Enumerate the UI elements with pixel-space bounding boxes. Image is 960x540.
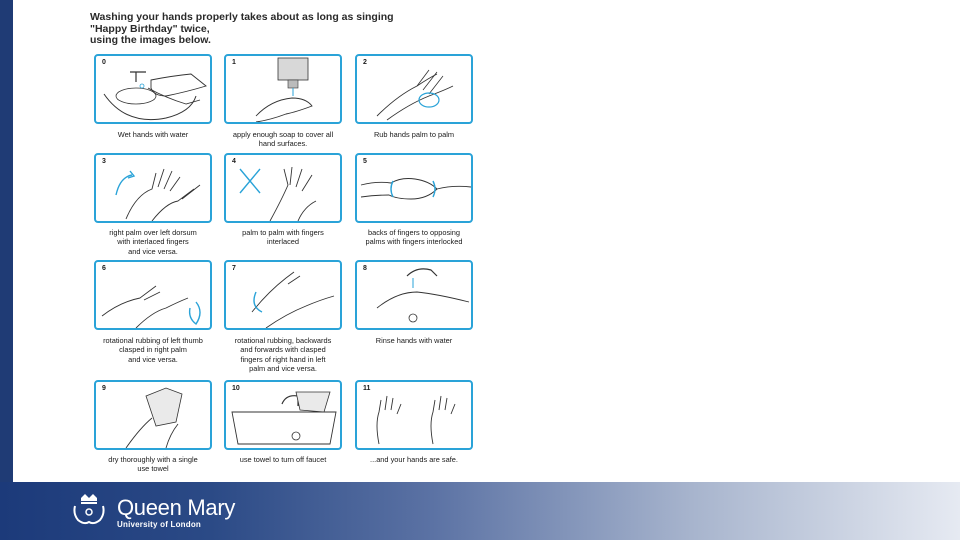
caption-line: dry thoroughly with a single	[108, 455, 198, 464]
step-caption-1	[208, 130, 358, 149]
caption-line: fingers of right hand in left	[240, 354, 326, 364]
caption-line: Wet hands with water	[117, 130, 189, 139]
title-line-3: using the images below.	[90, 34, 211, 46]
towel-turn-off-faucet-illustration	[226, 382, 342, 450]
step-number: 11	[363, 385, 371, 392]
footer-banner	[0, 482, 960, 540]
step-panel-4	[224, 153, 342, 223]
step-caption-8	[339, 336, 489, 345]
step-number: 7	[232, 265, 236, 272]
brand-name: Queen Mary	[117, 495, 236, 520]
title-line-2: "Happy Birthday" twice,	[90, 22, 210, 35]
step-caption-0	[78, 130, 228, 139]
backs-of-fingers-illustration	[357, 155, 473, 223]
left-accent-bar	[0, 0, 13, 540]
fingers-interlaced-illustration	[226, 155, 342, 223]
caption-line: clasped in right palm	[119, 345, 187, 355]
caption-line: palm and vice versa.	[249, 364, 317, 374]
step-panel-11	[355, 380, 473, 450]
step-number: 5	[363, 158, 367, 165]
step-panel-2	[355, 54, 473, 124]
caption-line: rotational rubbing, backwards	[234, 336, 332, 345]
caption-line: use towel to turn off faucet	[239, 455, 327, 464]
caption-line: palm to palm with fingers	[242, 228, 324, 237]
caption-line: and vice versa.	[128, 246, 178, 256]
rub-palm-to-palm-illustration	[357, 56, 473, 124]
caption-line: interlaced	[266, 237, 300, 247]
soap-dispenser-illustration	[226, 56, 342, 124]
fingertips-rotation-illustration	[226, 262, 342, 330]
step-caption-2	[339, 130, 489, 139]
step-caption-9	[78, 455, 228, 474]
caption-line: apply enough soap to cover all	[232, 130, 334, 139]
step-caption-6	[78, 336, 228, 364]
right-palm-over-dorsum-illustration	[96, 155, 212, 223]
caption-line: rotational rubbing of left thumb	[103, 336, 203, 345]
caption-line: ...and your hands are safe.	[370, 455, 458, 464]
step-number: 10	[232, 385, 240, 392]
step-caption-3	[78, 228, 228, 256]
step-number: 6	[102, 265, 106, 272]
caption-line: with interlaced fingers	[117, 237, 189, 247]
clean-hands-illustration	[357, 382, 473, 450]
caption-line: and vice versa.	[128, 354, 178, 364]
dry-with-towel-illustration	[96, 382, 212, 450]
thumb-rotation-illustration	[96, 262, 212, 330]
caption-line: use towel	[137, 464, 169, 474]
caption-line: right palm over left dorsum	[109, 228, 197, 237]
step-panel-0	[94, 54, 212, 124]
caption-line: Rub hands palm to palm	[373, 130, 455, 139]
caption-line: palms with fingers interlocked	[365, 237, 463, 247]
step-caption-7	[208, 336, 358, 374]
step-number: 0	[102, 59, 106, 66]
step-caption-4	[208, 228, 358, 247]
step-number: 3	[102, 158, 106, 165]
step-panel-7	[224, 260, 342, 330]
step-panel-3	[94, 153, 212, 223]
step-number: 8	[363, 265, 367, 272]
caption-line: hand surfaces.	[258, 139, 308, 149]
qm-crest-icon	[70, 492, 108, 526]
step-caption-11	[339, 455, 489, 464]
step-number: 9	[102, 385, 106, 392]
caption-line: and forwards with clasped	[240, 345, 326, 355]
brand-subtitle: University of London	[117, 520, 201, 529]
step-number: 4	[232, 158, 236, 165]
step-panel-5	[355, 153, 473, 223]
step-number: 2	[363, 59, 367, 66]
step-panel-9	[94, 380, 212, 450]
caption-line: Rinse hands with water	[375, 336, 453, 345]
caption-line: backs of fingers to opposing	[367, 228, 461, 237]
rinse-hands-illustration	[357, 262, 473, 330]
step-panel-8	[355, 260, 473, 330]
step-number: 1	[232, 59, 236, 66]
step-panel-6	[94, 260, 212, 330]
instruction-title	[90, 12, 430, 47]
sink-wet-hands-illustration	[96, 56, 212, 124]
step-panel-10	[224, 380, 342, 450]
title-line-1: Washing your hands properly takes about as long as singing	[90, 11, 394, 23]
step-caption-10	[208, 455, 358, 464]
step-caption-5	[339, 228, 489, 247]
step-panel-1	[224, 54, 342, 124]
